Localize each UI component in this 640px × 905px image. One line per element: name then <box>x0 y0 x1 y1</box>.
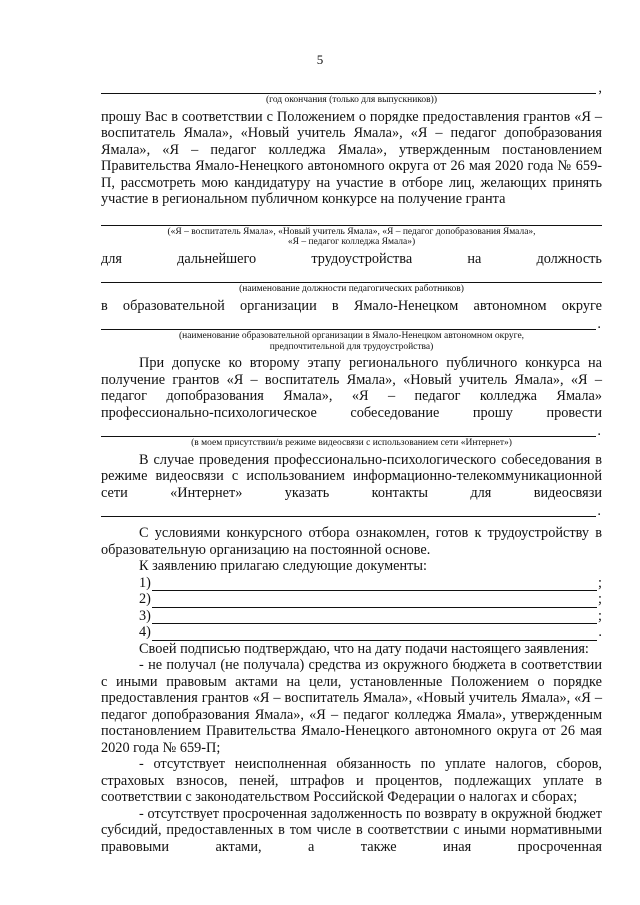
document-item-field[interactable] <box>152 594 597 608</box>
grant-name-field[interactable] <box>101 210 602 226</box>
employment-word: должность <box>536 250 602 267</box>
position-note: (наименование должности педагогических работников) <box>239 284 464 294</box>
bullet-no-overdue-debt: - отсутствует просроченная задолженность по возврату в окружной бюджет субсидий, предоставленных в том числе в соответствии с иными нормативными правовыми актами, а также иная просроченная <box>101 805 602 855</box>
conditions-paragraph: С условиями конкурсного отбора ознакомлен, готов к трудоустройству в образовательную организацию на постоянной основе. <box>101 525 602 558</box>
grant-name-note-line-1: («Я – воспитатель Ямала», «Новый учитель Ямала», «Я – педагог допобразования Ямала», <box>167 226 536 237</box>
document-item[interactable] <box>139 624 602 641</box>
organization-note-line-1: (наименование образовательной организации в Ямало-Ненецком автономном округе, <box>178 331 525 341</box>
employment-word: трудоустройства <box>311 250 413 267</box>
video-contact-field[interactable] <box>101 501 596 517</box>
interview-paragraph: При допуске ко второму этапу регионального публичного конкурса на получение грантов «Я – воспитатель Ямала», «Новый учитель Ямала», «Я – педагог допобразования Ямала», «Я – педагог колледжа Ямала» профессионально-психологическое собеседование прошу провести <box>101 355 602 421</box>
confirmation-paragraph: Своей подписью подтверждаю, что на дату подачи настоящего заявления: <box>139 640 589 657</box>
page-number: 5 <box>316 52 324 67</box>
organization-note <box>101 331 602 352</box>
document-item-number: 1) <box>139 574 151 591</box>
graduation-year-note: (год окончания (только для выпускников)) <box>266 95 437 105</box>
document-item-end: . <box>598 624 602 640</box>
interview-mode-note: (в моем присутствии/в режиме видеосвязи с использованием сети «Интернет») <box>191 438 512 448</box>
bullet-no-budget-funds: - не получал (не получала) средства из окружного бюджета в соответствии с иными правовым актами на цели, установленные Положением о порядке предоставления грантов «Я – воспитатель Ямала», «Новый учитель Ямала», «Я – педагог допобразования Ямала», «Я – педагог колледжа Ямала», утвержденным постановлением Правительства Ямало-Ненецкого автономного округа от 26 мая 2020 года № 659-П; <box>101 657 602 756</box>
employment-word: для <box>101 250 122 267</box>
graduation-year-field[interactable] <box>101 78 596 94</box>
document-item-end: ; <box>598 591 602 607</box>
document-item-number: 4) <box>139 624 151 640</box>
document-item-field[interactable] <box>152 610 597 624</box>
document-item-number: 2) <box>139 591 151 607</box>
employment-word: дальнейшего <box>177 250 257 267</box>
organization-note-line-2: предпочтительной для трудоустройства) <box>269 341 434 352</box>
document-item-end: ; <box>598 607 602 624</box>
grant-name-note <box>101 227 602 248</box>
organization-line: в образовательной организации в Ямало-Ненецком автономном округе <box>101 297 602 314</box>
request-paragraph: прошу Вас в соответствии с Положением о порядке предоставления грантов «Я – воспитатель Ямала», «Новый учитель Ямала», «Я – педагог допобразования Ямала», «Я – педагог колледжа Ямала», утвержденным постановлением Правительства Ямало-Ненецкого автономного округа от 26 мая 2020 года № 659-П, рассмотреть мою кандидатуру на участие в отборе лиц, желающих принять участие в региональном публичном конкурсе на получение гранта <box>101 108 602 207</box>
document-item-field[interactable] <box>152 577 597 591</box>
attachments-heading: К заявлению прилагаю следующие документы: <box>139 558 427 574</box>
document-item-number: 3) <box>139 607 151 624</box>
position-field[interactable] <box>101 267 602 283</box>
bullet-no-tax-debt: - отсутствует неисполненная обязанность по уплате налогов, сборов, страховых взносов, пеней, штрафов и процентов, подлежащих уплате в соответствии с законодательством Российской Федерации о налогах и сборах; <box>101 756 602 805</box>
grant-name-note-line-2: «Я – педагог колледжа Ямала») <box>287 237 416 247</box>
organization-field[interactable] <box>101 314 596 330</box>
document-item[interactable] <box>139 591 602 608</box>
interview-mode-field[interactable] <box>101 421 596 437</box>
document-item-end: ; <box>598 574 602 591</box>
document-item[interactable] <box>139 575 602 592</box>
video-contact-paragraph: В случае проведения профессионально-психологического собеседования в режиме видеосвязи с использованием информационно-телекоммуникационной сети «Интернет» указать контакты для видеосвязи <box>101 451 602 501</box>
employment-line <box>101 251 602 268</box>
employment-word: на <box>467 250 482 267</box>
document-item-field[interactable] <box>152 627 598 641</box>
document-item[interactable] <box>139 608 602 625</box>
